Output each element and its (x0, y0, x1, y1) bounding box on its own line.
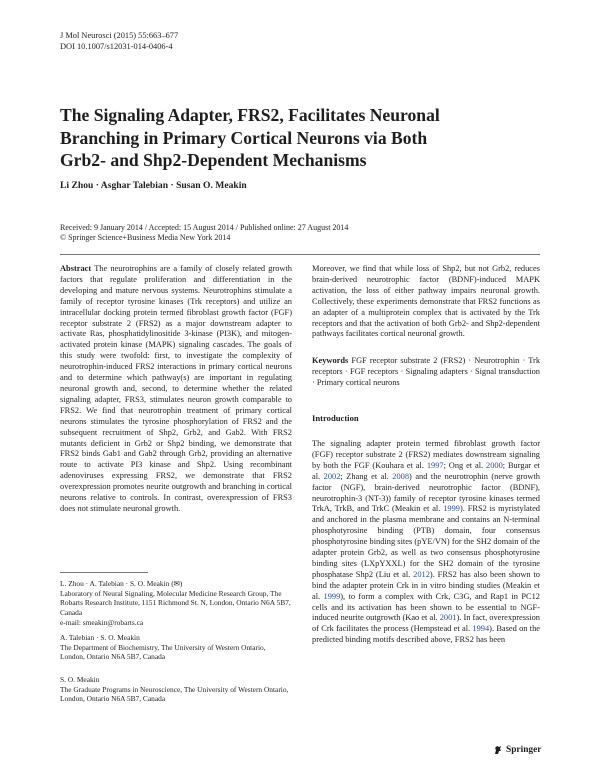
intro-text: ), to form a complex with Crk, C3G, and Rap1 in PC12 cells and its activation has been shown to be essential to NGF-induced neurite outgrowth (Kao et al. (312, 591, 540, 623)
journal-meta (60, 30, 178, 52)
keywords (312, 356, 540, 389)
intro-text: ; Burgar et al. (312, 460, 540, 481)
intro-text: ). FRS2 is myristylated and anchored in the plasma membrane and contains an N-terminal phosphotyrosine binding (PTB) domain, four consensus phosphotyrosine binding sites (pYE/VN) for the SH2 domain of the adapter protein Grb2, as well as two consensus phosphotyrosine binding sites (LXpYXXL) for the SH2 domain of the tyrosine phosphatase Shp2 (Liu et al. (312, 504, 540, 579)
title-line: Branching in Primary Cortical Neurons via Both (60, 127, 428, 148)
springer-horse-icon (493, 745, 503, 755)
publication-dates (60, 223, 348, 243)
citation-link[interactable]: 1994 (472, 624, 490, 634)
journal-citation: J Mol Neurosci (2015) 55:663–677 (60, 31, 179, 40)
left-column (60, 264, 292, 515)
copyright: © Springer Science+Business Media New York 2014 (60, 233, 231, 242)
right-column (312, 264, 540, 646)
section-heading-introduction: Introduction (312, 413, 359, 424)
abstract-text: The neurotrophins are a family of closely related growth factors that regulate proliferation and differentiation in the developing and mature nervous systems. Neurotrophins stimulate a family of receptor tyrosine kinases (Trk receptors) and utilize an intracellular docking protein termed fibroblast growth factor (FGF) receptor substrate 2 (FRS2) as a major downstream adapter to activate Ras, phosphatidylinositide 3-kinase (PI3K), and mitogen-activated protein kinase (MAPK) signaling cascades. The goals of this study were twofold: first, to investigate the complexity of neurotrophin-induced FRS2 interactions in primary cortical neurons and to determine which pathway(s) are important in regulating neuronal growth and, second, to determine whether the related signaling adapter, FRS3, stimulates neuron growth comparable to FRS2. We find that neurotrophin treatment of primary cortical neurons stimulates the tyrosine phosphorylation of FRS2 and the subsequent recruitment of Shp2, Grb2, and Gab2. With FRS2 mutants deficient in Grb2 or Shp2 binding, we demonstrate that FRS2 binds Gab1 and Gab2 through Grb2, providing an alternative route to activate PI3 kinase and Shp2. Using recombinant adenoviruses expressing FRS2, we demonstrate that FRS2 overexpression promotes neurite outgrowth and branching in cortical neurons relative to controls. In contrast, overexpression of FRS3 does not stimulate neuronal growth. (60, 264, 292, 513)
affiliation (60, 579, 292, 628)
publisher-name: Springer (506, 745, 542, 755)
affiliation-address: Laboratory of Neural Signaling, Molecular Medicine Research Group, The Robarts Research Institute, 1151 Richmond St. N, London, Ontario N6A 5B7, Canada (60, 588, 291, 618)
introduction-text (312, 439, 540, 646)
citation-link[interactable]: 2008 (392, 471, 410, 481)
citation-link[interactable]: 2002 (323, 471, 341, 481)
title-line: The Signaling Adapter, FRS2, Facilitates Neuronal (60, 105, 440, 125)
affiliation-authors: S. O. Meakin (60, 675, 100, 684)
abstract-heading: Abstract (60, 264, 92, 273)
intro-text: ). In fact, overexpression of Crk facilitates the process (Hempstead et al. (312, 613, 540, 634)
abstract (60, 264, 292, 515)
citation-link[interactable]: 1997 (426, 460, 444, 470)
divider (60, 254, 540, 255)
author-list: Li Zhou · Asghar Talebian · Susan O. Meakin (60, 180, 247, 191)
citation-link[interactable]: 2000 (486, 460, 503, 470)
affiliation-email[interactable]: e-mail: smeakin@robarts.ca (60, 617, 144, 627)
intro-text: The signaling adapter protein termed fibroblast growth factor (FGF) receptor substrate 2 (FRS2) mediates downstream signaling by both the FGF (Kouhara et al. (312, 438, 540, 470)
abstract-continued: Moreover, we find that while loss of Shp2, but not Grb2, reduces brain-derived neurotrophic factor (BDNF)-induced MAPK activation, the loss of either pathway impairs neuronal growth. Collectively, these experiments demonstrate that FRS2 functions as an adapter of a multiprotein complex that is activated by the Trk receptors and that the activation of both Grb2- and Shp2-dependent pathways facilitates cortical neuronal growth. (312, 264, 540, 339)
affiliation-address: The Graduate Programs in Neuroscience, The University of Western Ontario, London, Ontario N6A 5B7, Canada (60, 684, 289, 704)
citation-link[interactable]: 1999 (443, 504, 460, 514)
affiliation (60, 633, 292, 662)
affiliation-authors: L. Zhou · A. Talebian · S. O. Meakin (✉) (60, 579, 183, 588)
title-line: Grb2- and Shp2-Dependent Mechanisms (60, 150, 367, 170)
citation-link[interactable]: 1999 (323, 591, 341, 601)
intro-text: ) and the neurotrophin (nerve growth factor (NGF), brain-derived neurotrophic factor (BDNF), neurotrophin-3 (NT-3)) family of receptor tyrosine kinases termed TrkA, TrkB, and TrkC (Meakin et al. (312, 471, 540, 514)
affiliation (60, 675, 292, 704)
affiliation-address: The Department of Biochemistry, The University of Western Ontario, London, Ontario N6A 5B7, Canada (60, 642, 266, 662)
intro-text: ; Ong et al. (443, 460, 487, 470)
keywords-text: FGF receptor substrate 2 (FRS2) · Neurotrophin · Trk receptors · FGF receptors · Signaling adapters · Signal transduction · Primary cortical neurons (312, 356, 541, 388)
intro-text: ). Based on the predicted binding motifs described above, FRS2 has been (312, 624, 540, 645)
affiliation-authors: A. Talebian · S. O. Meakin (60, 633, 140, 642)
citation-link[interactable]: 2012 (413, 569, 430, 579)
article-title (60, 104, 510, 172)
publisher-logo (493, 745, 541, 755)
history-dates: Received: 9 January 2014 / Accepted: 15 August 2014 / Published online: 27 August 2014 (60, 223, 349, 232)
keywords-heading: Keywords (312, 356, 349, 366)
doi[interactable]: DOI 10.1007/s12031-014-0406-4 (60, 42, 173, 51)
intro-text: ). FRS2 has also been shown to bind the adapter protein Crk in in vitro binding studies (Meakin et al. (312, 569, 540, 601)
footnote-divider (60, 572, 148, 573)
intro-text: ; Zhang et al. (340, 471, 393, 481)
citation-link[interactable]: 2001 (439, 613, 457, 623)
